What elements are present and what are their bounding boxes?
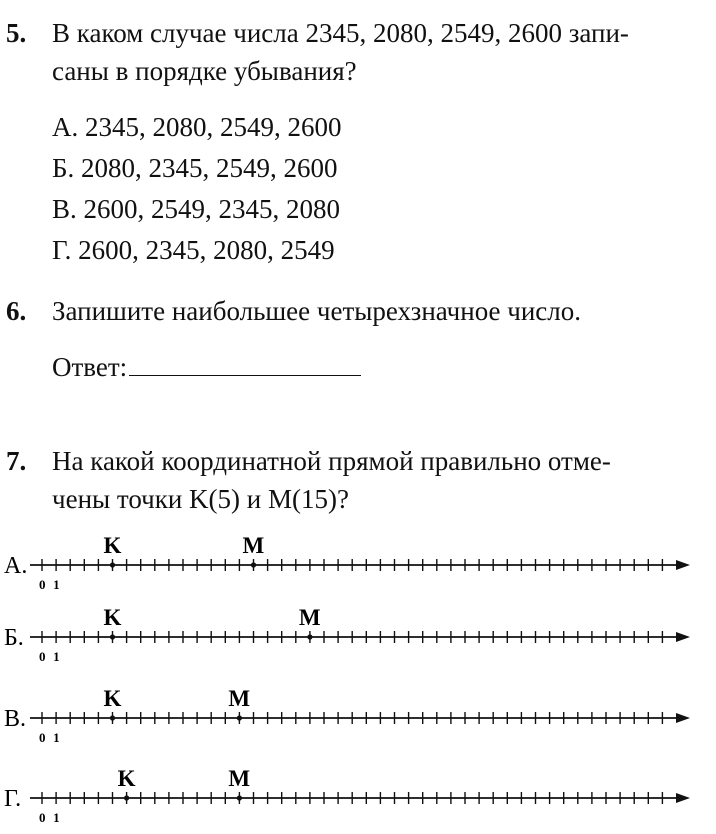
number-line-2[interactable] [4, 605, 690, 664]
question-5-line-2: саны в порядке убывания? [52, 56, 357, 86]
option-v[interactable] [52, 194, 340, 225]
axis-arrow [676, 632, 690, 642]
point-m [251, 562, 256, 567]
answer-row [52, 352, 361, 383]
option-b[interactable] [52, 153, 338, 184]
point-k [110, 634, 115, 639]
answer-label: Ответ: [52, 352, 128, 382]
option-g[interactable] [52, 235, 335, 266]
question-7-line-2: чены точки K(5) и M(15)? [52, 484, 349, 514]
option-letter: Г. [52, 235, 72, 265]
tick-label-zero: 0 [39, 649, 46, 664]
axis-arrow [676, 793, 690, 803]
point-k [124, 795, 129, 800]
point-m [237, 715, 242, 720]
option-letter: А. [52, 112, 79, 142]
question-7-number: 7. [6, 446, 27, 476]
question-5-line-1: В каком случае числа 2345, 2080, 2549, 2600 запи- [52, 18, 629, 48]
number-line-letter: В. [4, 706, 27, 732]
point-m-label: M [242, 533, 265, 558]
question-6-text: Запишите наибольшее четырехзначное число. [52, 296, 582, 326]
tick-label-one: 1 [53, 810, 60, 825]
tick-label-one: 1 [53, 649, 60, 664]
number-line-4[interactable] [4, 766, 690, 825]
question-5-number: 5. [6, 18, 27, 48]
option-text: 2600, 2345, 2080, 2549 [78, 235, 335, 265]
option-text: 2345, 2080, 2549, 2600 [85, 112, 342, 142]
point-k-label: K [103, 605, 122, 630]
question-5-text [52, 14, 712, 90]
number-line-letter: Г. [4, 786, 22, 812]
point-m-label: M [298, 605, 321, 630]
point-k [110, 562, 115, 567]
point-k-label: K [103, 533, 122, 558]
axis-arrow [676, 560, 690, 570]
tick-label-zero: 0 [39, 730, 46, 745]
number-line-letter: Б. [4, 625, 24, 651]
option-text: 2080, 2345, 2549, 2600 [81, 153, 338, 183]
option-a[interactable] [52, 112, 342, 143]
number-line-3[interactable] [4, 686, 690, 745]
answer-input-line[interactable] [129, 353, 361, 376]
question-6-number: 6. [6, 296, 27, 326]
axis-arrow [676, 713, 690, 723]
tick-label-one: 1 [53, 577, 60, 592]
tick-label-one: 1 [53, 730, 60, 745]
tick-label-zero: 0 [39, 577, 46, 592]
tick-label-zero: 0 [39, 810, 46, 825]
question-7-text [52, 442, 712, 518]
point-m-label: M [228, 766, 251, 791]
point-k-label: K [117, 766, 136, 791]
number-line-1[interactable] [4, 533, 690, 592]
point-m [307, 634, 312, 639]
point-k [110, 715, 115, 720]
number-line-letter: А. [4, 553, 28, 579]
option-letter: Б. [52, 153, 75, 183]
point-m [237, 795, 242, 800]
point-m-label: M [228, 686, 251, 711]
number-lines-figure [0, 530, 716, 834]
option-text: 2600, 2549, 2345, 2080 [83, 194, 341, 224]
question-7-line-1: На какой координатной прямой правильно отме- [52, 446, 611, 476]
point-k-label: K [103, 686, 122, 711]
option-letter: В. [52, 194, 77, 224]
